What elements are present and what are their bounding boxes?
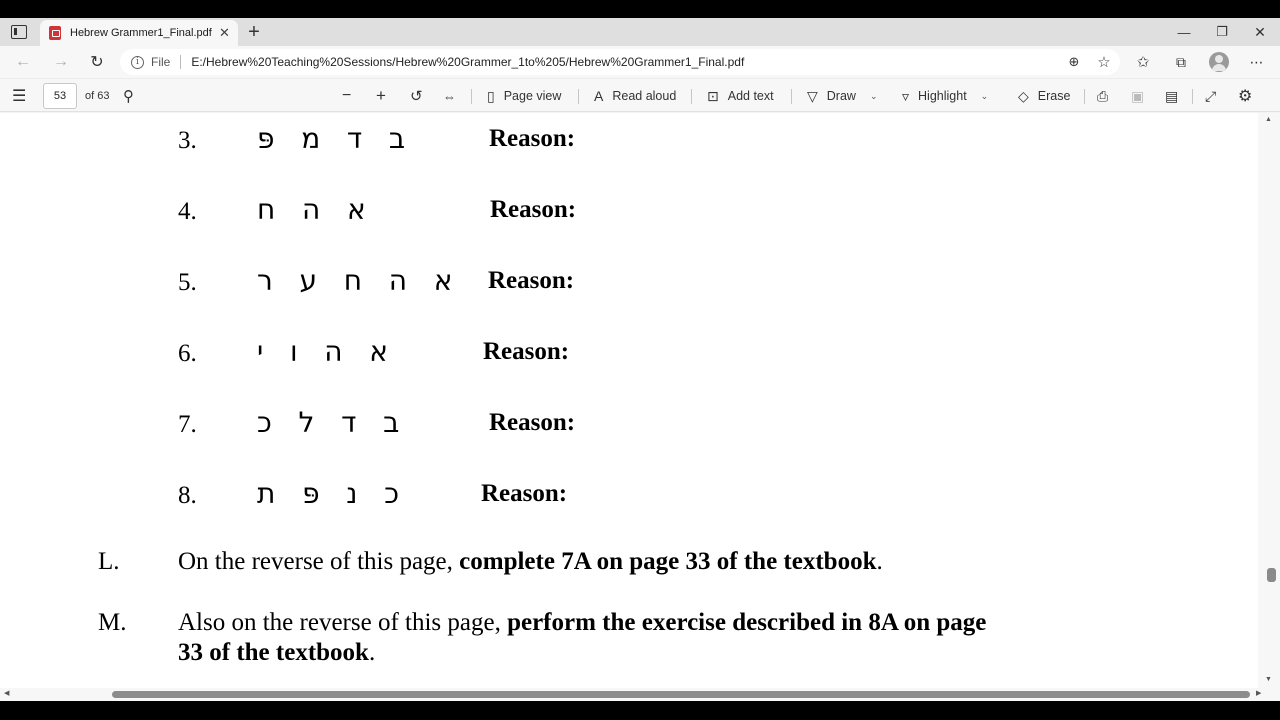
hebrew-letters: ח ה א <box>257 193 366 226</box>
toolbar-separator <box>471 89 472 104</box>
pdf-file-icon <box>49 26 61 40</box>
highlight-label: Highlight <box>918 89 967 103</box>
toolbar-separator <box>691 89 692 104</box>
rotate-icon[interactable]: ↺ <box>410 88 423 105</box>
horizontal-scrollbar[interactable] <box>0 688 1280 701</box>
hebrew-letters: ת פּ נ כ <box>257 477 400 510</box>
reason-label: Reason: <box>489 125 576 152</box>
reason-label: Reason: <box>489 409 576 436</box>
profile-avatar[interactable] <box>1209 52 1229 72</box>
hebrew-letters: כ ל ד ב <box>257 406 400 439</box>
fullscreen-icon[interactable]: ⤢ <box>1205 87 1217 104</box>
zoom-in-icon[interactable]: + <box>376 86 386 105</box>
tab-title: Hebrew Grammer1_Final.pdf <box>70 27 212 39</box>
item-number: 5. <box>178 269 197 296</box>
hebrew-letters: פּ מ ד ב <box>257 122 406 155</box>
instruction-paragraph-continued <box>178 639 375 667</box>
file-scheme-label: File <box>151 55 171 69</box>
eraser-icon: ◇ <box>1018 87 1029 104</box>
url-separator <box>180 55 181 69</box>
scrollbar-thumb[interactable] <box>112 691 1250 698</box>
section-letter: L. <box>98 548 120 575</box>
highlight-icon: ▿ <box>902 87 910 104</box>
item-number: 8. <box>178 482 197 509</box>
settings-gear-icon[interactable]: ⚙ <box>1238 88 1253 105</box>
draw-icon: ▽ <box>807 87 818 104</box>
browser-window <box>0 18 1280 701</box>
refresh-icon[interactable]: ↻ <box>90 54 104 71</box>
vertical-scrollbar[interactable] <box>1258 113 1280 688</box>
minimize-icon[interactable]: — <box>1177 24 1191 40</box>
url-field[interactable] <box>120 49 1120 75</box>
url-text: E:/Hebrew%20Teaching%20Sessions/Hebrew%20Grammer_1to%205/Hebrew%20Grammer1_Final.pdf <box>191 55 745 69</box>
tab-close-icon[interactable]: ✕ <box>219 25 230 40</box>
hebrew-letters: ר ע ח ה א <box>257 264 453 297</box>
instruction-bold-text: perform the exercise described in 8A on page <box>507 609 987 636</box>
toolbar-separator <box>791 89 792 104</box>
instruction-period: . <box>368 639 376 666</box>
address-bar <box>0 46 1280 78</box>
collections-icon[interactable]: ⧉ <box>1176 53 1186 70</box>
reason-label: Reason: <box>488 267 575 294</box>
reason-label: Reason: <box>481 480 568 507</box>
draw-button[interactable] <box>807 79 878 113</box>
scroll-left-arrow-icon[interactable]: ◀ <box>4 690 10 697</box>
draw-label: Draw <box>826 89 856 103</box>
fit-to-page-icon[interactable]: ⇔ <box>443 88 456 104</box>
instruction-bold-text: 33 of the textbook <box>178 639 369 666</box>
add-text-icon: ⊡ <box>707 87 719 104</box>
print-icon[interactable]: ⎙ <box>1097 87 1109 104</box>
tab-actions-icon[interactable] <box>11 25 27 39</box>
instruction-bold-text: complete 7A on page 33 of the textbook <box>459 548 877 575</box>
erase-label: Erase <box>1037 89 1071 103</box>
add-favorite-icon[interactable]: ☆ <box>1097 54 1111 71</box>
page-view-label: Page view <box>503 89 562 103</box>
chevron-down-icon[interactable]: ⌄ <box>869 90 878 101</box>
chevron-down-icon[interactable]: ⌄ <box>980 90 989 101</box>
restore-icon[interactable]: ❐ <box>1216 24 1228 39</box>
item-number: 6. <box>178 340 197 367</box>
tab-bar <box>0 18 1280 46</box>
page-total-label: of 63 <box>85 90 110 102</box>
site-info-icon[interactable]: i <box>131 56 144 69</box>
page-view-icon: ▯ <box>487 87 495 104</box>
save-icon[interactable]: ▣ <box>1131 87 1145 104</box>
zoom-out-icon[interactable]: − <box>342 87 352 104</box>
pdf-page <box>0 113 1258 688</box>
reason-label: Reason: <box>483 338 570 365</box>
page-view-button[interactable] <box>487 79 561 113</box>
highlight-button[interactable] <box>902 79 988 113</box>
save-as-icon[interactable]: ▤ <box>1165 87 1179 104</box>
scroll-up-arrow-icon[interactable]: ▲ <box>1265 116 1272 123</box>
read-aloud-icon: A <box>594 88 604 104</box>
instruction-text: On the reverse of this page, <box>178 548 460 575</box>
item-number: 3. <box>178 127 197 154</box>
close-window-icon[interactable]: ✕ <box>1254 23 1266 40</box>
scrollbar-thumb[interactable] <box>1267 568 1276 582</box>
tab-active[interactable] <box>40 20 238 46</box>
page-number-input[interactable]: 53 <box>43 83 77 109</box>
scroll-right-arrow-icon[interactable]: ▶ <box>1256 690 1262 697</box>
item-number: 4. <box>178 198 197 225</box>
reason-label: Reason: <box>490 196 577 223</box>
table-of-contents-icon[interactable]: ☰ <box>12 88 27 105</box>
new-tab-button[interactable]: + <box>248 20 260 43</box>
toolbar-separator <box>1084 89 1085 104</box>
instruction-period: . <box>876 548 883 575</box>
zoom-icon[interactable]: ⊕ <box>1068 54 1080 69</box>
back-icon[interactable]: ← <box>15 53 31 70</box>
add-text-label: Add text <box>727 89 774 103</box>
read-aloud-button[interactable] <box>594 79 676 113</box>
section-letter: M. <box>98 609 127 636</box>
instruction-text: Also on the reverse of this page, <box>178 609 508 636</box>
pdf-toolbar <box>0 78 1280 112</box>
more-options-icon[interactable]: ⋯ <box>1249 53 1265 70</box>
forward-icon[interactable]: → <box>53 53 69 70</box>
read-aloud-label: Read aloud <box>612 89 677 103</box>
scroll-down-arrow-icon[interactable]: ▼ <box>1265 676 1272 683</box>
instruction-paragraph <box>178 548 883 576</box>
hebrew-letters: י ו ה א <box>257 335 389 368</box>
favorites-icon[interactable]: ✩ <box>1136 54 1150 71</box>
toolbar-separator <box>1192 89 1193 104</box>
add-text-button[interactable] <box>707 79 774 113</box>
find-icon[interactable]: ⚲ <box>123 88 134 105</box>
item-number: 7. <box>178 411 197 438</box>
erase-button[interactable] <box>1018 79 1070 113</box>
instruction-paragraph <box>178 609 986 637</box>
toolbar-separator <box>578 89 579 104</box>
